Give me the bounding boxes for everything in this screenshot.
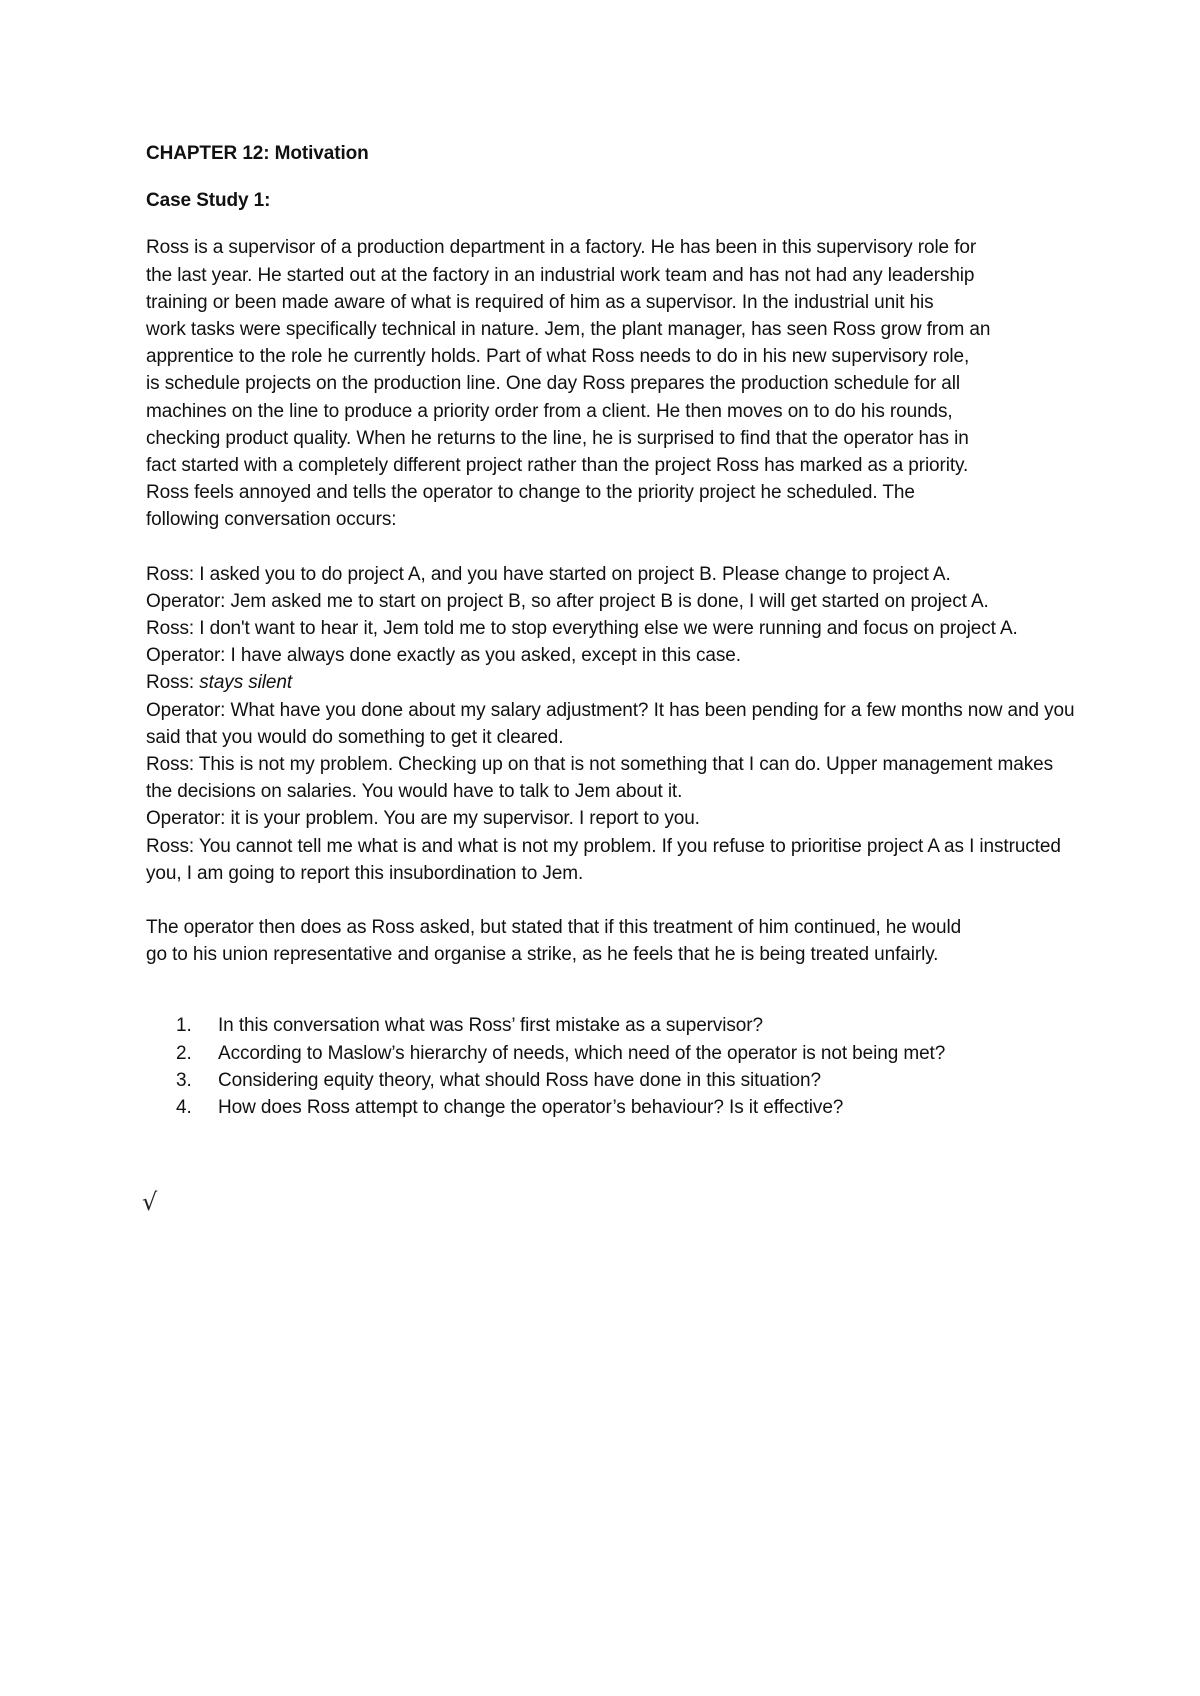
question-item [146,1040,1076,1067]
intro-line: checking product quality. When he returns to the line, he is surprised to find that the operator has in [146,427,969,449]
chapter-title: CHAPTER 12: Motivation [146,143,369,164]
speaker: Operator: [146,645,226,667]
dialogue [146,561,1076,887]
question-number: 3. [176,1069,192,1091]
speaker: Operator: [146,808,226,830]
intro-line: is schedule projects on the production line. One day Ross prepares the production schedule for all [146,373,961,395]
speaker: Ross: [146,672,195,694]
utterance: What have you done about my salary adjustment? It has been pending for a few months now and you said that you would do something to get it cleared. [146,699,1075,748]
speaker: Ross: [146,754,195,776]
intro-line: work tasks were specifically technical in nature. Jem, the plant manager, has seen Ross grow from an [146,319,991,341]
document-page [146,140,1076,1121]
speaker: Ross: [146,835,195,857]
intro-line: training or been made aware of what is required of him as a supervisor. In the industrial unit his [146,291,934,313]
utterance: You cannot tell me what is and what is not my problem. If you refuse to prioritise project A as I instructed you, I am going to report this insubordination to Jem. [146,835,1061,884]
speaker: Ross: [146,618,195,640]
utterance: This is not my problem. Checking up on that is not something that I can do. Upper management makes the decisions on salaries. You would have to talk to Jem about it. [146,754,1054,803]
dialogue-line [146,805,1076,832]
case-intro [146,234,1076,533]
question-item [146,1094,1076,1121]
speaker: Ross: [146,563,195,585]
dialogue-line [146,615,1076,642]
question-number: 2. [176,1042,192,1064]
dialogue-line [146,642,1076,669]
utterance: I don't want to hear it, Jem told me to stop everything else we were running and focus on project A. [194,618,1018,640]
check-mark: √ [142,1188,158,1216]
utterance: I have always done exactly as you asked, except in this case. [225,645,741,667]
question-number: 4. [176,1097,192,1119]
question-item [146,1012,1076,1039]
case-study-heading: Case Study 1: [146,190,271,212]
dialogue-line [146,561,1076,588]
question-text: In this conversation what was Ross’ first mistake as a supervisor? [218,1015,763,1037]
closing-line: go to his union representative and organise a strike, as he feels that he is being treated unfairly. [146,944,939,966]
speaker: Operator: [146,699,226,721]
intro-line: fact started with a completely different project rather than the project Ross has marked as a priority. [146,455,969,477]
question-text: According to Maslow’s hierarchy of needs, which need of the operator is not being met? [218,1042,946,1064]
dialogue-line [146,751,1076,805]
closing-line: The operator then does as Ross asked, but stated that if this treatment of him continued, he would [146,917,962,939]
intro-line: Ross feels annoyed and tells the operator to change to the priority project he scheduled. The [146,482,915,504]
question-number: 1. [176,1015,192,1037]
closing-paragraph [146,914,1076,968]
utterance: I asked you to do project A, and you have started on project B. Please change to project A. [194,563,951,585]
intro-line: following conversation occurs: [146,509,397,531]
utterance: Jem asked me to start on project B, so after project B is done, I will get started on project A. [225,590,989,612]
intro-line: the last year. He started out at the factory in an industrial work team and has not had any leadership [146,264,975,286]
question-text: Considering equity theory, what should Ross have done in this situation? [218,1069,821,1091]
question-list [146,1012,1076,1121]
dialogue-line [146,669,1076,696]
speaker: Operator: [146,590,226,612]
dialogue-line [146,588,1076,615]
question-item [146,1067,1076,1094]
intro-line: Ross is a supervisor of a production department in a factory. He has been in this supervisory role for [146,237,977,259]
intro-line: machines on the line to produce a priority order from a client. He then moves on to do his rounds, [146,400,953,422]
question-text: How does Ross attempt to change the operator’s behaviour? Is it effective? [218,1097,844,1119]
utterance: it is your problem. You are my supervisor. I report to you. [225,808,700,830]
stage-direction: stays silent [194,672,293,694]
dialogue-line [146,697,1076,751]
intro-line: apprentice to the role he currently holds. Part of what Ross needs to do in his new supervisory role, [146,346,970,368]
dialogue-line [146,833,1076,887]
